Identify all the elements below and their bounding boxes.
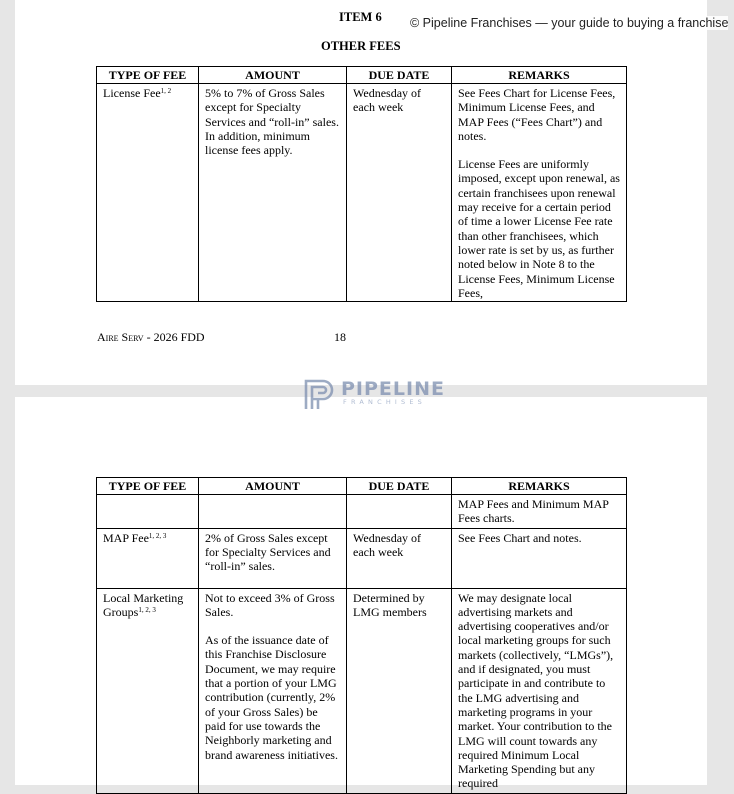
cell-type [97,84,199,302]
header-remarks: REMARKS [452,67,627,84]
fee-type-label: Local Marketing Groups [103,590,184,619]
cell-remarks: See Fees Chart and notes. [452,528,627,588]
footer-document-name: Aire Serv - 2026 FDD [97,330,205,344]
copyright-watermark: © Pipeline Franchises — your guide to buying a franchise [410,16,729,30]
fee-type-label: License Fee [103,86,161,100]
amount-paragraph: Not to exceed 3% of Gross Sales. [205,590,335,619]
fee-type-label: MAP Fee [103,530,149,545]
header-amount: AMOUNT [199,478,347,495]
cell-remarks: MAP Fees and Minimum MAP Fees charts. [452,495,627,529]
cell-type [97,528,199,588]
table-header-row [97,478,627,495]
item-heading: ITEM 6 [339,10,382,24]
footnote-refs: 1, 2 [160,87,172,95]
remarks-paragraph: License Fees are uniformly imposed, except upon renewal, as certain franchisees upon renewal may receive for a certain period of time a lower License Fee rate than other franchisees, which lower rate is set by us, as further noted below in Note 8 to the License Fees, Minimum License Fees, [458,157,620,300]
document-page-1 [15,0,707,385]
pipeline-logo-icon [303,375,337,411]
cell-amount: 5% to 7% of Gross Sales except for Specialty Services and “roll-in” sales. In addition, minimum license fees apply. [199,84,347,302]
cell-due-date [347,495,452,529]
header-type-of-fee: TYPE OF FEE [97,478,199,495]
table-header-row [97,67,627,84]
header-remarks: REMARKS [452,478,627,495]
header-amount: AMOUNT [199,67,347,84]
header-due-date: DUE DATE [347,67,452,84]
amount-paragraph: As of the issuance date of this Franchise Disclosure Document, we may require that a portion of your LMG contribution (currently, 2% of your Gross Sales) be paid for use towards the Neighborly marketing and brand awareness initiatives. [205,633,338,762]
document-page-2 [15,397,707,791]
section-heading: OTHER FEES [321,39,401,53]
table-row-map-fee [97,528,627,588]
cell-amount: 2% of Gross Sales except for Specialty Services and “roll-in” sales. [199,528,347,588]
cell-remarks: We may designate local advertising markets and advertising cooperatives and/or local marketing groups for such markets (collectively, “LMGs”), and if designated, you must participate in and contribute to the LMG advertising and marketing programs in your market. Your contribution to the LMG will count towards any required Minimum Local Marketing Spending but any required [452,588,627,793]
pipeline-franchises-logo [303,375,443,411]
cell-amount [199,495,347,529]
table-row-local-marketing-groups [97,588,627,793]
logo-subtitle: FRANCHISES [343,398,427,406]
cell-type [97,495,199,529]
footnote-refs: 1, 2, 3 [148,531,167,540]
cell-type [97,588,199,793]
table-row-license-fee [97,84,627,302]
fees-table-page-2 [96,477,627,794]
cell-amount [199,588,347,793]
table-row-continued [97,495,627,529]
footer-page-number: 18 [334,330,346,344]
cell-remarks [452,84,627,302]
footnote-refs: 1, 2, 3 [138,605,156,614]
cell-due-date: Determined by LMG members [347,588,452,793]
logo-name: PIPELINE [341,378,445,400]
cell-due-date: Wednesday of each week [347,528,452,588]
cell-due-date: Wednesday of each week [347,84,452,302]
remarks-paragraph: See Fees Chart for License Fees, Minimum License Fees, and MAP Fees (“Fees Chart”) and notes. [458,86,616,143]
header-due-date: DUE DATE [347,478,452,495]
header-type-of-fee: TYPE OF FEE [97,67,199,84]
fees-table-page-1 [96,66,627,302]
